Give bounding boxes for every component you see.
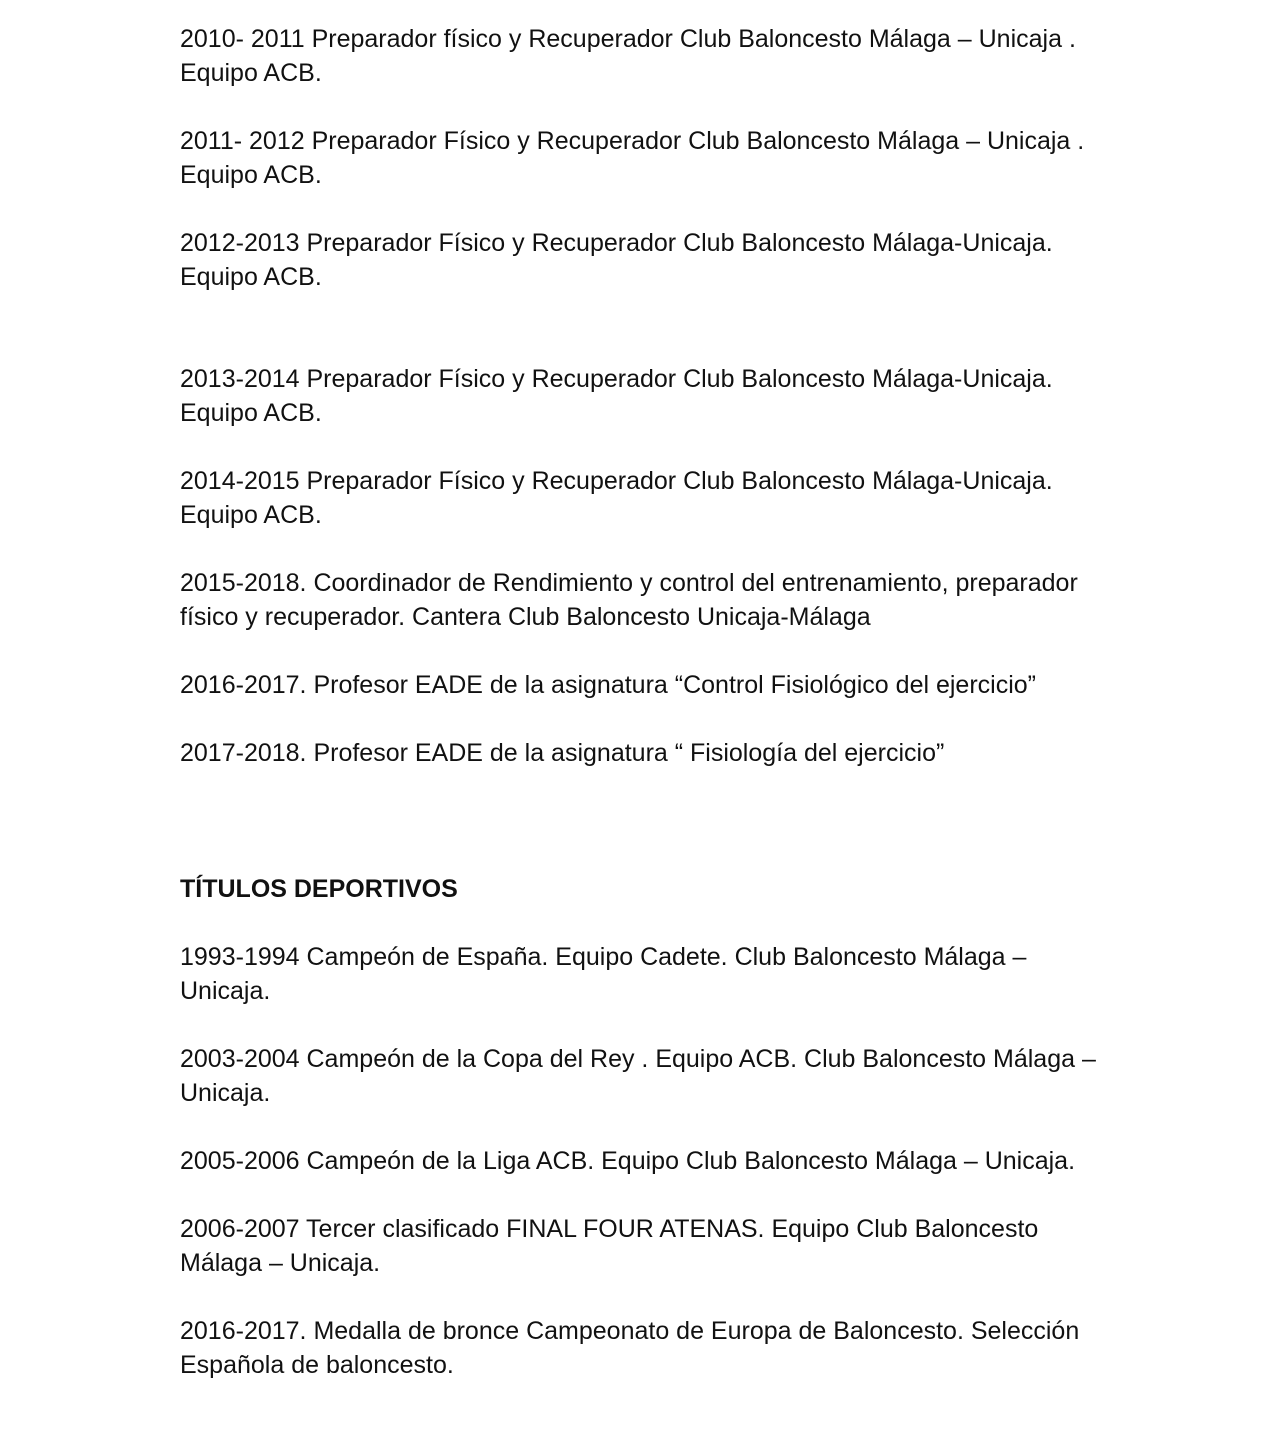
title-entry: 2006-2007 Tercer clasificado FINAL FOUR ATENAS. Equipo Club Baloncesto Málaga – Unicaja. bbox=[180, 1215, 1039, 1277]
document-page bbox=[180, 22, 1100, 1382]
section-heading-titulos: TÍTULOS DEPORTIVOS bbox=[180, 875, 458, 903]
title-entry: 2005-2006 Campeón de la Liga ACB. Equipo Club Baloncesto Málaga – Unicaja. bbox=[180, 1147, 1076, 1175]
title-entry: 2003-2004 Campeón de la Copa del Rey . Equipo ACB. Club Baloncesto Málaga – Unicaja. bbox=[180, 1045, 1096, 1107]
experience-entry: 2016-2017. Profesor EADE de la asignatura “Control Fisiológico del ejercicio” bbox=[180, 671, 1036, 699]
experience-entry: 2013-2014 Preparador Físico y Recuperador Club Baloncesto Málaga-Unicaja. Equipo ACB. bbox=[180, 365, 1053, 427]
title-entry: 1993-1994 Campeón de España. Equipo Cadete. Club Baloncesto Málaga – Unicaja. bbox=[180, 943, 1027, 1005]
experience-entry: 2017-2018. Profesor EADE de la asignatura “ Fisiología del ejercicio” bbox=[180, 739, 945, 767]
experience-entry: 2015-2018. Coordinador de Rendimiento y control del entrenamiento, preparador físico y recuperador. Cantera Club Baloncesto Unicaja-Málaga bbox=[180, 569, 1078, 631]
experience-entry: 2011- 2012 Preparador Físico y Recuperador Club Baloncesto Málaga – Unicaja . Equipo ACB. bbox=[180, 127, 1085, 189]
experience-entry: 2010- 2011 Preparador físico y Recuperador Club Baloncesto Málaga – Unicaja . Equipo ACB. bbox=[180, 25, 1076, 87]
experience-entry: 2014-2015 Preparador Físico y Recuperador Club Baloncesto Málaga-Unicaja. Equipo ACB. bbox=[180, 467, 1053, 529]
experience-entry: 2012-2013 Preparador Físico y Recuperador Club Baloncesto Málaga-Unicaja. Equipo ACB. bbox=[180, 229, 1053, 291]
title-entry: 2016-2017. Medalla de bronce Campeonato de Europa de Baloncesto. Selección Española de baloncesto. bbox=[180, 1317, 1080, 1379]
